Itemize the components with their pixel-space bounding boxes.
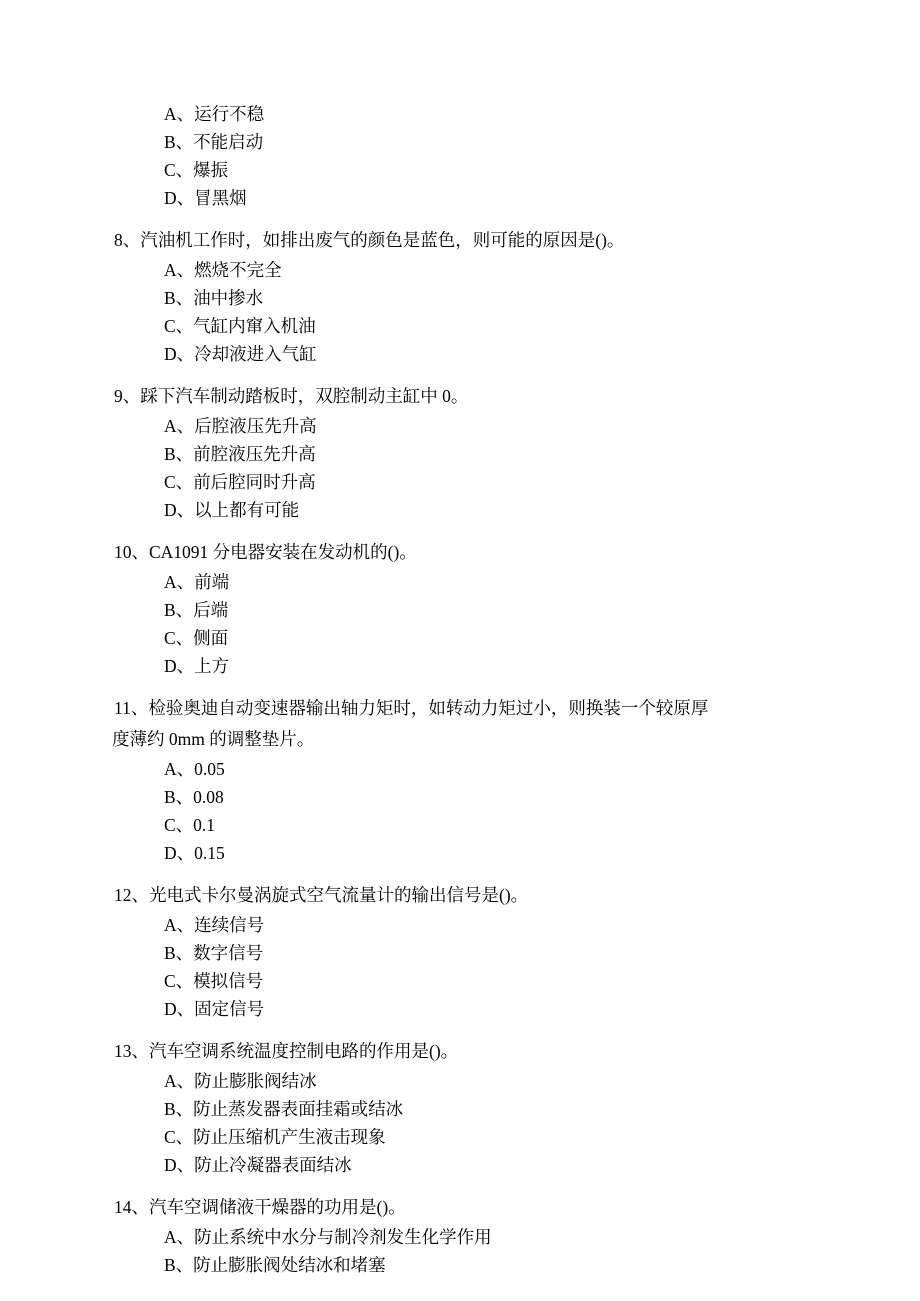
option-item: B、后端 (164, 600, 229, 620)
option-item: A、前端 (164, 572, 230, 592)
option-item: D、防止冷凝器表面结冰 (164, 1155, 352, 1175)
question-block-11 (112, 693, 808, 867)
option-item: A、防止膨胀阀结冰 (164, 1071, 317, 1091)
option-item: D、上方 (164, 656, 230, 676)
option-item: C、防止压缩机产生液击现象 (164, 1127, 386, 1147)
option-item: D、0.15 (164, 843, 225, 863)
option-item: D、固定信号 (164, 999, 265, 1019)
option-item: A、连续信号 (164, 915, 265, 935)
question-block-9 (112, 381, 808, 524)
question-block-12 (112, 880, 808, 1023)
question-text: 10、CA1091 分电器安装在发动机的()。 (114, 542, 417, 562)
option-item: B、油中掺水 (164, 288, 264, 308)
option-item: B、数字信号 (164, 943, 264, 963)
option-item: C、模拟信号 (164, 971, 264, 991)
option-item: B、防止膨胀阀处结冰和堵塞 (164, 1255, 386, 1275)
question-block-13 (112, 1036, 808, 1179)
option-item: A、燃烧不完全 (164, 260, 282, 280)
question-text: 14、汽车空调储液干燥器的功用是()。 (114, 1197, 406, 1217)
question-block-10 (112, 537, 808, 680)
option-item: C、0.1 (164, 815, 216, 835)
option-item: B、前腔液压先升高 (164, 444, 316, 464)
option-group (112, 100, 808, 212)
option-item: D、冒黑烟 (164, 188, 247, 208)
option-item: A、后腔液压先升高 (164, 416, 317, 436)
option-item: B、防止蒸发器表面挂霜或结冰 (164, 1099, 404, 1119)
question-text: 8、汽油机工作时，如排出废气的颜色是蓝色，则可能的原因是()。 (114, 230, 625, 250)
option-item: B、0.08 (164, 787, 224, 807)
question-block-8 (112, 225, 808, 368)
question-text: 13、汽车空调系统温度控制电路的作用是()。 (114, 1041, 459, 1061)
question-text: 12、光电式卡尔曼涡旋式空气流量计的输出信号是()。 (114, 885, 529, 905)
option-item: D、以上都有可能 (164, 500, 300, 520)
option-item: D、冷却液进入气缸 (164, 344, 317, 364)
option-item: A、防止系统中水分与制冷剂发生化学作用 (164, 1227, 492, 1247)
option-item: C、侧面 (164, 628, 229, 648)
option-item: C、爆振 (164, 160, 229, 180)
option-item: B、不能启动 (164, 132, 264, 152)
question-text-continuation: 度薄约 0mm 的调整垫片。 (112, 729, 315, 749)
option-item: A、0.05 (164, 759, 225, 779)
question-block-14 (112, 1192, 808, 1279)
option-item: C、气缸内窜入机油 (164, 316, 316, 336)
question-text: 9、踩下汽车制动踏板时，双腔制动主缸中 0。 (114, 386, 469, 406)
option-item: C、前后腔同时升高 (164, 472, 316, 492)
question-text: 11、检验奥迪自动变速器输出轴力矩时，如转动力矩过小，则换装一个较原厚 (114, 698, 709, 718)
option-item: A、运行不稳 (164, 104, 265, 124)
